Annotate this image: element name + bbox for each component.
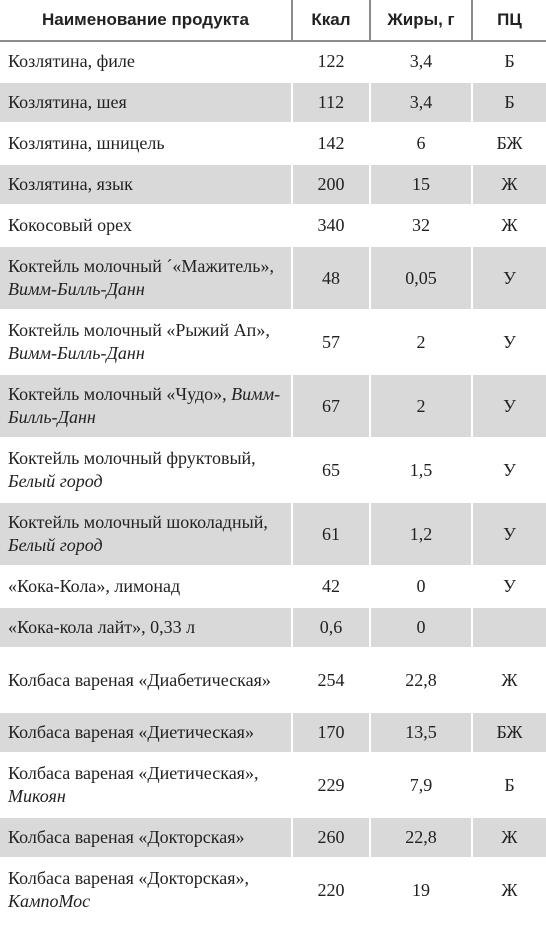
- pc-cell: У: [472, 246, 546, 310]
- product-brand: Вимм-Билль-Данн: [8, 384, 281, 427]
- product-brand: Вимм-Билль-Данн: [8, 343, 145, 363]
- fat-cell: 6: [370, 123, 472, 164]
- product-name: [0, 246, 292, 310]
- kcal-cell: 200: [292, 164, 370, 205]
- pc-cell: Ж: [472, 164, 546, 205]
- pc-cell: У: [472, 310, 546, 374]
- product-name: [0, 123, 292, 164]
- table-row: [0, 438, 546, 502]
- product-name: [0, 607, 292, 648]
- fat-cell: 19: [370, 858, 472, 922]
- product-name-text: Козлятина, филе: [8, 51, 135, 71]
- kcal-cell: 254: [292, 648, 370, 712]
- product-name: [0, 438, 292, 502]
- kcal-cell: 220: [292, 858, 370, 922]
- header-kcal: Ккал: [292, 0, 370, 41]
- product-brand: КампоМос: [8, 891, 91, 911]
- product-name-text: Колбаса вареная «Диабетическая»: [8, 669, 271, 690]
- product-name-text: Кокосовый орех: [8, 215, 132, 235]
- fat-cell: 22,8: [370, 817, 472, 858]
- product-name-text: Козлятина, язык: [8, 174, 133, 194]
- fat-cell: 2: [370, 374, 472, 438]
- pc-cell: Ж: [472, 205, 546, 246]
- pc-cell: У: [472, 374, 546, 438]
- header-product-name: Наименование продукта: [0, 0, 292, 41]
- table-row: [0, 502, 546, 566]
- table-row: [0, 648, 546, 712]
- kcal-cell: 65: [292, 438, 370, 502]
- product-name: [0, 753, 292, 817]
- kcal-cell: 229: [292, 753, 370, 817]
- header-fat: Жиры, г: [370, 0, 472, 41]
- product-name: [0, 310, 292, 374]
- fat-cell: 7,9: [370, 753, 472, 817]
- fat-cell: 0: [370, 607, 472, 648]
- fat-cell: 1,5: [370, 438, 472, 502]
- kcal-cell: 42: [292, 566, 370, 607]
- fat-cell: 2: [370, 310, 472, 374]
- product-name: [0, 817, 292, 858]
- fat-cell: 0,05: [370, 246, 472, 310]
- product-name-text: Коктейль молочный «Рыжий Ап»,: [8, 320, 270, 340]
- fat-cell: 1,2: [370, 502, 472, 566]
- kcal-cell: 67: [292, 374, 370, 438]
- pc-cell: БЖ: [472, 123, 546, 164]
- product-brand: Микоян: [8, 786, 66, 806]
- table-row: [0, 246, 546, 310]
- table-row: [0, 41, 546, 82]
- kcal-cell: 260: [292, 817, 370, 858]
- pc-cell: БЖ: [472, 712, 546, 753]
- fat-cell: 32: [370, 205, 472, 246]
- table-row: [0, 310, 546, 374]
- product-name: [0, 712, 292, 753]
- kcal-cell: 142: [292, 123, 370, 164]
- pc-cell: У: [472, 502, 546, 566]
- pc-cell: Б: [472, 82, 546, 123]
- kcal-cell: 0,6: [292, 607, 370, 648]
- product-name: [0, 374, 292, 438]
- table-row: [0, 817, 546, 858]
- product-name-text: Колбаса вареная «Докторская»,: [8, 868, 249, 888]
- product-name-text: Коктейль молочный фруктовый,: [8, 448, 256, 468]
- pc-cell: У: [472, 566, 546, 607]
- product-name: [0, 648, 292, 712]
- table-row: [0, 566, 546, 607]
- table-row: [0, 374, 546, 438]
- product-name-text: Колбаса вареная «Диетическая»: [8, 722, 254, 742]
- kcal-cell: 112: [292, 82, 370, 123]
- pc-cell: У: [472, 438, 546, 502]
- kcal-cell: 122: [292, 41, 370, 82]
- table-row: [0, 858, 546, 922]
- product-name: [0, 164, 292, 205]
- product-name: [0, 41, 292, 82]
- table-row: [0, 753, 546, 817]
- product-name-text: Колбаса вареная «Диетическая»,: [8, 763, 259, 783]
- product-brand: Белый город: [8, 471, 103, 491]
- kcal-cell: 48: [292, 246, 370, 310]
- product-name-text: «Кока-Кола», лимонад: [8, 576, 181, 596]
- product-name: [0, 566, 292, 607]
- pc-cell: Ж: [472, 858, 546, 922]
- fat-cell: 3,4: [370, 82, 472, 123]
- product-name: [0, 502, 292, 566]
- product-name-text: «Кока-кола лайт», 0,33 л: [8, 617, 196, 637]
- table-row: [0, 607, 546, 648]
- product-name-text: Козлятина, шея: [8, 92, 127, 112]
- product-name-text: Коктейль молочный шоколадный,: [8, 512, 268, 532]
- pc-cell: Б: [472, 753, 546, 817]
- product-name-text: Коктейль молочный «Чудо»,: [8, 384, 232, 404]
- table-row: [0, 82, 546, 123]
- kcal-cell: 61: [292, 502, 370, 566]
- pc-cell: Ж: [472, 648, 546, 712]
- kcal-cell: 57: [292, 310, 370, 374]
- product-name: [0, 82, 292, 123]
- table-row: [0, 164, 546, 205]
- table-row: [0, 205, 546, 246]
- product-name-text: Коктейль молочный ˊ«Мажитель»,: [8, 256, 274, 276]
- fat-cell: 13,5: [370, 712, 472, 753]
- pc-cell: Ж: [472, 817, 546, 858]
- fat-cell: 0: [370, 566, 472, 607]
- pc-cell: Б: [472, 41, 546, 82]
- fat-cell: 15: [370, 164, 472, 205]
- product-brand: Вимм-Билль-Данн: [8, 279, 145, 299]
- product-brand: Белый город: [8, 535, 103, 555]
- table-header-row: [0, 0, 546, 41]
- pc-cell: [472, 607, 546, 648]
- table-row: [0, 712, 546, 753]
- kcal-cell: 340: [292, 205, 370, 246]
- product-name-text: Колбаса вареная «Докторская»: [8, 827, 245, 847]
- fat-cell: 22,8: [370, 648, 472, 712]
- kcal-cell: 170: [292, 712, 370, 753]
- header-pc: ПЦ: [472, 0, 546, 41]
- product-name: [0, 205, 292, 246]
- product-name-text: Козлятина, шницель: [8, 133, 165, 153]
- table-row: [0, 123, 546, 164]
- fat-cell: 3,4: [370, 41, 472, 82]
- product-name: [0, 858, 292, 922]
